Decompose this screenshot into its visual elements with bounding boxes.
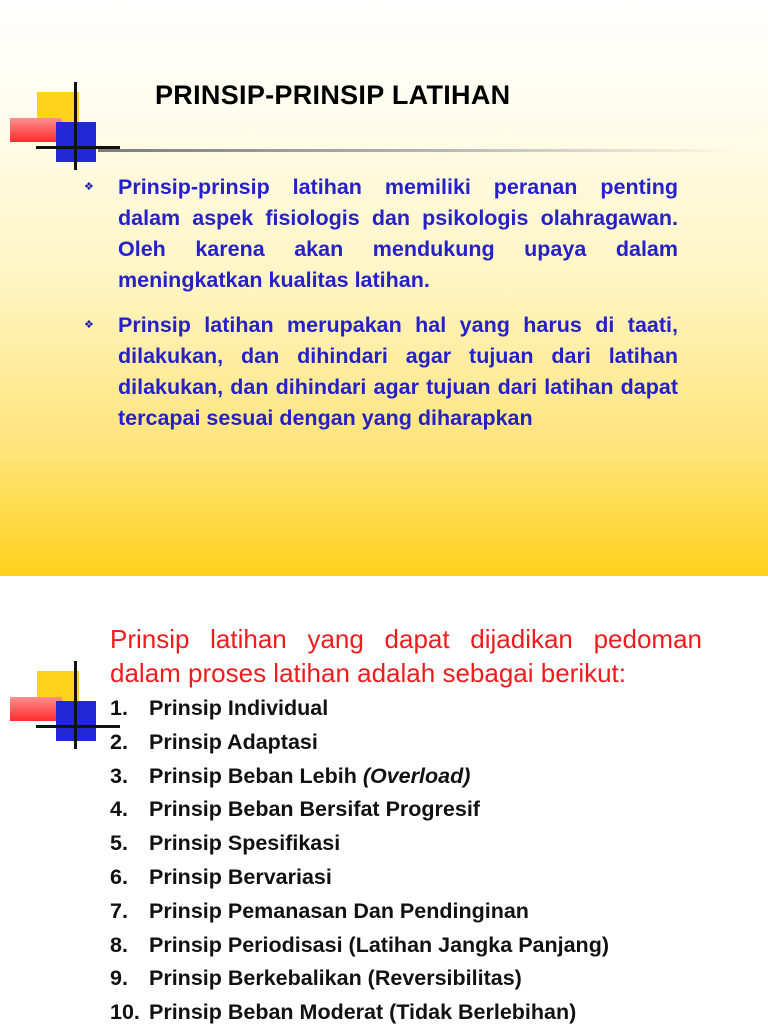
list-item <box>110 895 750 929</box>
list-item <box>110 861 750 895</box>
list-item <box>110 760 750 794</box>
list-item <box>110 726 750 760</box>
item-label: Prinsip Berkebalikan (Reversibilitas) <box>149 966 522 991</box>
diamond-bullet-icon: ❖ <box>84 181 94 193</box>
corner-logo <box>10 82 110 172</box>
logo-vertical-line <box>74 661 77 749</box>
title-divider <box>98 149 738 152</box>
item-number: 5. <box>110 831 128 856</box>
item-label: Prinsip Beban Moderat (Tidak Berlebihan) <box>149 1000 577 1024</box>
item-number: 9. <box>110 966 128 991</box>
bullet-text: Prinsip latihan merupakan hal yang harus di taati, dilakukan, dan dihindari agar tujuan dari latihan dilakukan, dan dihindari agar tujuan dari latihan dapat tercapai sesuai dengan yang diharapkan <box>118 313 678 430</box>
list-item <box>110 929 750 963</box>
item-label: Prinsip Beban Bersifat Progresif <box>149 797 480 822</box>
list-item <box>110 996 750 1024</box>
bullet-list <box>84 172 678 448</box>
logo-horizontal-line <box>36 725 120 728</box>
bullet-item <box>84 172 678 296</box>
logo-red-square <box>10 118 62 142</box>
item-label: Prinsip Beban Lebih (Overload) <box>149 763 471 788</box>
logo-vertical-line <box>74 82 77 170</box>
list-item <box>110 827 750 861</box>
list-item <box>110 793 750 827</box>
item-label: Prinsip Spesifikasi <box>149 831 341 856</box>
principles-list <box>110 692 750 1024</box>
item-number: 4. <box>110 797 128 822</box>
slide-title: PRINSIP-PRINSIP LATIHAN <box>155 80 511 110</box>
list-item <box>110 962 750 996</box>
bullet-item <box>84 310 678 434</box>
item-number: 7. <box>110 898 128 923</box>
item-number: 10. <box>110 1000 140 1024</box>
item-number: 8. <box>110 932 128 957</box>
diamond-bullet-icon: ❖ <box>84 319 94 331</box>
logo-red-square <box>10 697 62 721</box>
item-number: 1. <box>110 696 128 720</box>
item-label: Prinsip Individual <box>149 696 329 720</box>
intro-text: Prinsip latihan yang dapat dijadikan pedoman dalam proses latihan adalah sebagai berikut: <box>110 624 702 688</box>
bullet-text: Prinsip-prinsip latihan memiliki peranan penting dalam aspek fisiologis dan psikologis olahragawan. Oleh karena akan mendukung upaya dalam meningkatkan kualitas latihan. <box>118 175 678 292</box>
item-label: Prinsip Pemanasan Dan Pendinginan <box>149 898 529 923</box>
list-item <box>110 692 750 726</box>
item-label: Prinsip Adaptasi <box>149 729 318 754</box>
item-number: 3. <box>110 763 128 788</box>
item-number: 2. <box>110 729 128 754</box>
item-label: Prinsip Periodisasi (Latihan Jangka Panjang) <box>149 932 609 957</box>
item-label: Prinsip Bervariasi <box>149 864 332 889</box>
corner-logo <box>10 661 110 751</box>
item-number: 6. <box>110 864 128 889</box>
slide-2 <box>0 597 768 1024</box>
